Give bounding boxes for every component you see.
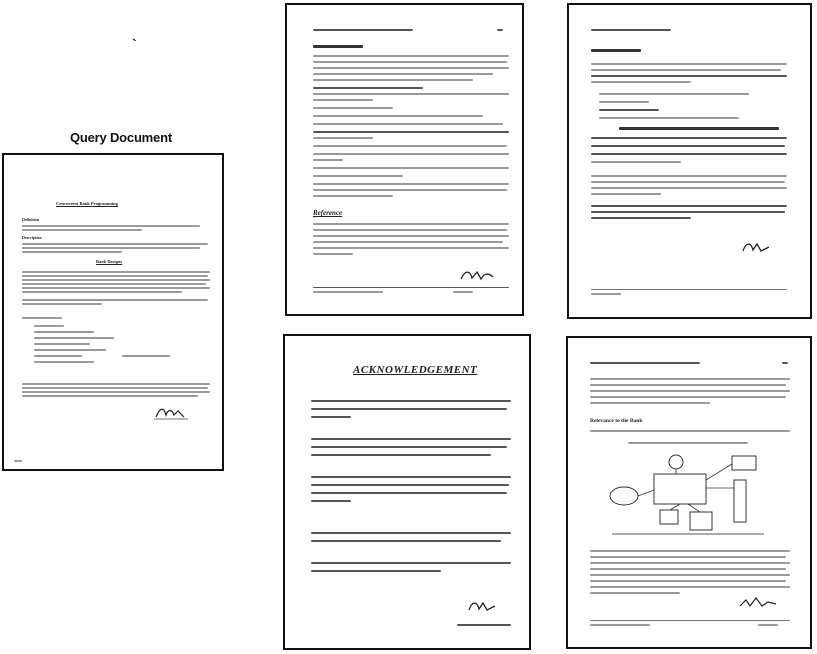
query-document[interactable] — [2, 153, 224, 471]
signature-mark — [467, 598, 497, 614]
signature-mark — [459, 267, 495, 283]
query-doc-title: Concurrent Bank Programming — [56, 201, 118, 206]
result-document-top-middle[interactable] — [285, 3, 524, 316]
query-doc-bank-heading: Bank Designs — [96, 259, 123, 264]
relevance-heading: Relevance to the Bank — [590, 418, 643, 424]
signature-mark — [154, 405, 188, 421]
signature-mark — [738, 594, 778, 610]
result-document-top-right[interactable] — [567, 3, 812, 319]
reference-heading: Reference — [313, 209, 343, 217]
acknowledgement-title: ACKNOWLEDGEMENT — [353, 364, 478, 376]
result-document-bottom-middle[interactable] — [283, 334, 531, 650]
stray-mark: ` — [132, 36, 137, 52]
result-document-bottom-right[interactable] — [566, 336, 812, 649]
query-doc-description-heading: Description — [22, 235, 42, 240]
bank-diagram-figure — [604, 450, 774, 540]
signature-mark — [741, 239, 771, 255]
query-document-caption: Query Document — [70, 130, 172, 145]
query-doc-definition-heading: Definition — [22, 217, 40, 222]
